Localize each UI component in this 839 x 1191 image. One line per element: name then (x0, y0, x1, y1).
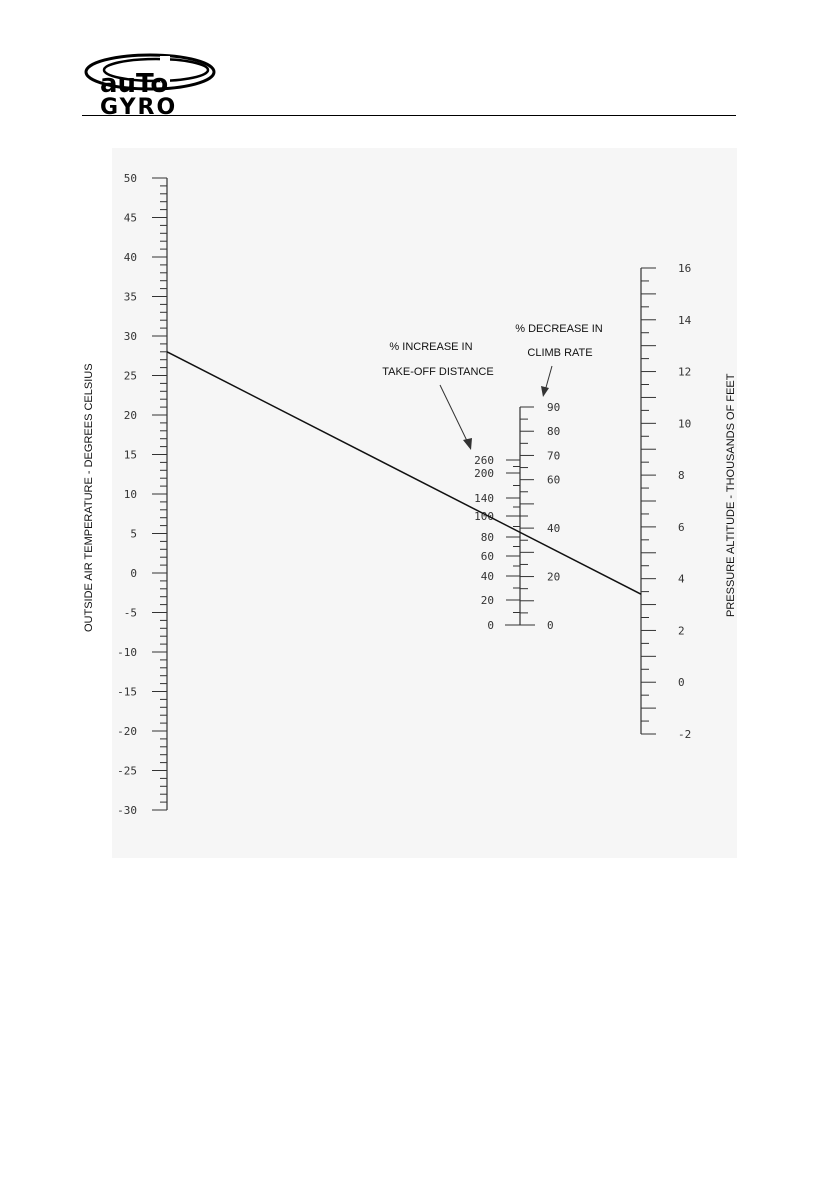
takeoff-tick-label: 200 (474, 467, 494, 480)
takeoff-tick-label: 20 (480, 594, 494, 607)
temperature-tick-label: -20 (117, 725, 137, 738)
temperature-tick-label: 10 (123, 488, 137, 501)
climb-rate-tick-label: 90 (547, 401, 561, 414)
takeoff-pointer-arrow (440, 385, 472, 450)
temperature-tick-label: 0 (130, 567, 137, 580)
climb-rate-tick-label: 60 (547, 473, 561, 487)
takeoff-tick-label: 40 (480, 570, 494, 583)
temperature-tick-label: 40 (123, 251, 137, 264)
temperature-tick-label: 25 (123, 369, 137, 383)
climb-label-line2: CLIMB RATE (527, 347, 593, 359)
takeoff-tick-label: 140 (474, 492, 494, 505)
altitude-tick-label: 0 (678, 676, 685, 690)
climb-label-line1: % DECREASE IN (515, 323, 603, 335)
climb-pointer-arrow (541, 366, 552, 397)
temperature-tick-label: -25 (117, 764, 137, 778)
temperature-tick-label: 5 (130, 527, 137, 541)
takeoff-distance-scale (474, 454, 520, 632)
altitude-tick-label: 6 (678, 520, 685, 534)
takeoff-tick-label: 60 (480, 550, 494, 563)
altitude-tick-label: 16 (678, 262, 692, 275)
takeoff-tick-label: 0 (487, 619, 494, 632)
temperature-tick-label: -15 (117, 685, 137, 699)
climb-rate-tick-label: 40 (547, 522, 561, 536)
climb-rate-tick-label: 20 (547, 570, 561, 584)
temperature-tick-label: -10 (117, 646, 137, 659)
example-solution-line (167, 352, 641, 594)
altitude-tick-label: 2 (678, 624, 685, 638)
temperature-tick-label: -30 (117, 804, 137, 817)
altitude-tick-label: 14 (678, 313, 692, 327)
temperature-tick-label: -5 (123, 606, 137, 620)
temperature-tick-label: 15 (123, 448, 137, 462)
climb-rate-tick-label: 80 (547, 425, 561, 439)
climb-rate-tick-label: 70 (547, 449, 561, 463)
climb-rate-tick-label: 0 (547, 619, 554, 632)
altitude-tick-label: 12 (678, 365, 692, 379)
temperature-scale (117, 172, 167, 817)
takeoff-tick-label: 80 (480, 531, 494, 544)
temperature-axis-label: OUTSIDE AIR TEMPERATURE - DEGREES CELSIUS (83, 363, 95, 632)
logo-text-gyro: GYRO (100, 95, 178, 116)
altitude-axis-label: PRESSURE ALTITUDE - THOUSANDS OF FEET (725, 373, 737, 617)
takeoff-tick-label: 100 (474, 510, 494, 523)
temperature-tick-label: 50 (123, 172, 137, 185)
altitude-tick-label: 8 (678, 469, 685, 483)
temperature-tick-label: 30 (123, 330, 137, 343)
temperature-tick-label: 45 (123, 211, 137, 225)
temperature-tick-label: 20 (123, 409, 137, 422)
temperature-tick-label: 35 (123, 290, 137, 304)
takeoff-tick-label: 260 (474, 454, 494, 467)
logo-text-auto: auTo (100, 69, 169, 99)
altitude-tick-label: -2 (678, 728, 692, 741)
altitude-tick-label: 10 (678, 417, 692, 431)
takeoff-label-line2: TAKE-OFF DISTANCE (382, 366, 494, 378)
altitude-tick-label: 4 (678, 572, 685, 586)
pressure-altitude-scale (641, 262, 692, 741)
takeoff-label-line1: % INCREASE IN (389, 341, 473, 353)
